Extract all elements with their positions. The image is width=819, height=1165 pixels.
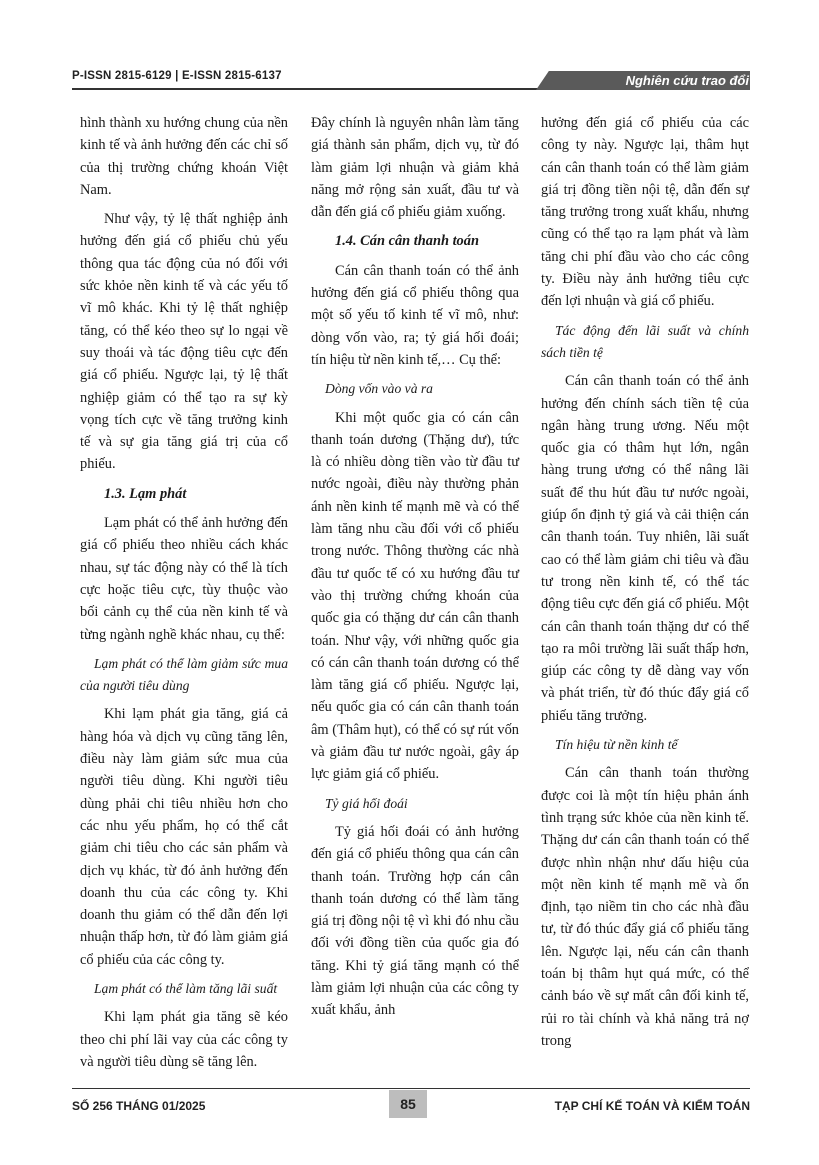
text-column-3: [541, 112, 749, 1059]
article-body: [80, 112, 750, 1072]
subheading: Tín hiệu từ nền kinh tế: [555, 737, 678, 753]
subheading: Dòng vốn vào và ra: [325, 381, 433, 397]
subheading: Tỷ giá hối đoái: [325, 795, 408, 811]
paragraph: Cán cân thanh toán thường được coi là một tín hiệu phản ánh tình trạng sức khỏe của nền kinh tế. Thặng dư cán cân thanh toán có thể được nhìn nhận như dấu hiệu của một nền kinh tế mạnh mẽ và ổn định, tạo niềm tin cho các nhà đầu tư, từ đó thúc đẩy giá cổ phiếu tăng lên. Ngược lại, nếu cán cân thanh toán bị thâm hụt quá mức, có thể cảnh báo về sự mất cân đối kinh tế, rủi ro tài chính và khả năng trả nợ trong: [541, 765, 749, 1049]
section-heading: 1.4. Cán cân thanh toán: [335, 233, 479, 250]
page-number: 85: [389, 1090, 427, 1118]
paragraph: Lạm phát có thể ảnh hưởng đến giá cổ phiếu theo nhiều cách khác nhau, sự tác động này có thể là tích cực hoặc tiêu cực, tùy thuộc vào bối cảnh cụ thể của nền kinh tế và từng ngành nghề khác nhau, cụ thể:: [80, 515, 288, 643]
text-column-1: [80, 112, 288, 1080]
subheading: Lạm phát có thể làm giảm sức mua của người tiêu dùng: [80, 655, 288, 694]
paragraph: hưởng đến giá cổ phiếu của các công ty này. Ngược lại, thâm hụt cán cân thanh toán có thể làm giảm giá trị đồng tiền nội tệ, dẫn đến sự tăng trưởng trong xuất khẩu, nhưng cũng có thể tạo ra lạm phát và làm tăng chi phí đầu vào cho các công ty. Điều này ảnh hưởng tiêu cực đến lợi nhuận và giá cổ phiếu.: [541, 115, 749, 310]
journal-name: TẠP CHÍ KẾ TOÁN VÀ KIỂM TOÁN: [554, 1099, 750, 1113]
paragraph: hình thành xu hướng chung của nền kinh tế và ảnh hưởng đến các chỉ số của thị trường chứng khoán Việt Nam.: [80, 115, 288, 198]
paragraph: Như vậy, tỷ lệ thất nghiệp ảnh hưởng đến giá cổ phiếu chủ yếu thông qua tác động của nó đối với sức khỏe nền kinh tế và các yếu tố vĩ mô khác. Khi tỷ lệ thất nghiệp tăng, có thể kéo theo sự lo ngại về suy thoái và tác động tiêu cực đến giá cổ phiếu. Ngược lại, tỷ lệ thất nghiệp giảm có thể tạo ra sự kỳ vọng tích cực về tăng trưởng kinh tế và sự gia tăng giá trị của cổ phiếu.: [80, 211, 288, 473]
footer-rule: [72, 1088, 750, 1089]
text-column-2: [311, 112, 519, 1029]
paragraph: Cán cân thanh toán có thể ảnh hưởng đến giá cổ phiếu thông qua một số yếu tố kinh tế vĩ mô, như: dòng vốn vào, ra; tỷ giá hối đoái; tín hiệu từ nền kinh tế,… Cụ thể:: [311, 262, 519, 368]
subheading: Lạm phát có thể làm tăng lãi suất: [94, 980, 278, 996]
issn-label: P-ISSN 2815-6129 | E-ISSN 2815-6137: [72, 70, 282, 82]
header-rule: [72, 88, 542, 90]
section-label: Nghiên cứu trao đổi: [625, 73, 749, 88]
page-footer: [72, 1088, 750, 1128]
paragraph: Khi một quốc gia có cán cân thanh toán dương (Thặng dư), tức là có nhiều dòng tiền vào từ đầu tư nước ngoài, điều này thường phản ánh nền kinh tế mạnh mẽ và có thể làm tăng nhu cầu đối với cổ phiếu trong nước. Thông thường các nhà đầu tư quốc tế có xu hướng đầu tư vào thị trường chứng khoán của quốc gia có thặng dư cán cân thanh toán. Như vậy, với những quốc gia có cán cân thanh toán dương có thể làm tăng giá cổ phiếu. Ngược lại, nếu quốc gia có cán cân thanh toán âm (Thâm hụt), có thể có sự rút vốn và giảm đầu tư nước ngoài, gây áp lực giảm giá cổ phiếu.: [311, 409, 519, 783]
subheading: Tác động đến lãi suất và chính sách tiền tệ: [541, 322, 749, 360]
section-heading: 1.3. Lạm phát: [104, 485, 187, 502]
paragraph: Cán cân thanh toán có thể ảnh hưởng đến chính sách tiền tệ của ngân hàng trung ương. Nếu một quốc gia có thâm hụt lớn, ngân hàng trung ương có thể nâng lãi suất để thu hút đầu tư nước ngoài, giúp ổn định tỷ giá và cải thiện cán cân thanh toán. Tuy nhiên, lãi suất cao có thể làm giảm chi tiêu và đầu tư trong nền kinh tế, có thể tác động tiêu cực đến giá cổ phiếu. Một cán cân thanh toán thặng dư có thể tạo ra môi trường lãi suất thấp hơn, giúp các công ty dễ dàng vay vốn và phát triển, từ đó thúc đẩy giá cổ phiếu tăng trưởng.: [541, 373, 749, 724]
paragraph: Khi lạm phát gia tăng sẽ kéo theo chi phí lãi vay của các công ty và người tiêu dùng sẽ tăng lên.: [80, 1009, 288, 1070]
paragraph: Tỷ giá hối đoái có ảnh hưởng đến giá cổ phiếu thông qua cán cân thanh toán. Trường hợp cán cân thanh toán dương có thể làm tăng giá trị đồng nội tệ vì khi đó nhu cầu đối với đồng tiền của quốc gia đó tăng. Khi tỷ giá tăng mạnh có thể làm giảm lợi nhuận của các công ty xuất khẩu, ảnh: [311, 823, 519, 1019]
issue-label: SỐ 256 THÁNG 01/2025: [72, 1099, 206, 1113]
paragraph: Khi lạm phát gia tăng, giá cả hàng hóa và dịch vụ cũng tăng lên, điều này làm giảm sức mua của người tiêu dùng. Khi người tiêu dùng phải chi tiêu nhiều hơn cho các nhu yếu phẩm, họ có thể cắt giảm chi tiêu cho các sản phẩm và dịch vụ khác, từ đó ảnh hưởng đến doanh thu của các công ty. Khi doanh thu giảm có thể dẫn đến lợi nhuận thấp hơn, từ đó làm giảm giá cổ phiếu của các công ty.: [80, 706, 288, 968]
page-header: [0, 0, 819, 100]
paragraph: Đây chính là nguyên nhân làm tăng giá thành sản phẩm, dịch vụ, từ đó làm giảm lợi nhuận và giảm khả năng mở rộng sản xuất, đầu tư và dẫn đến giá cổ phiếu giảm xuống.: [311, 115, 519, 221]
